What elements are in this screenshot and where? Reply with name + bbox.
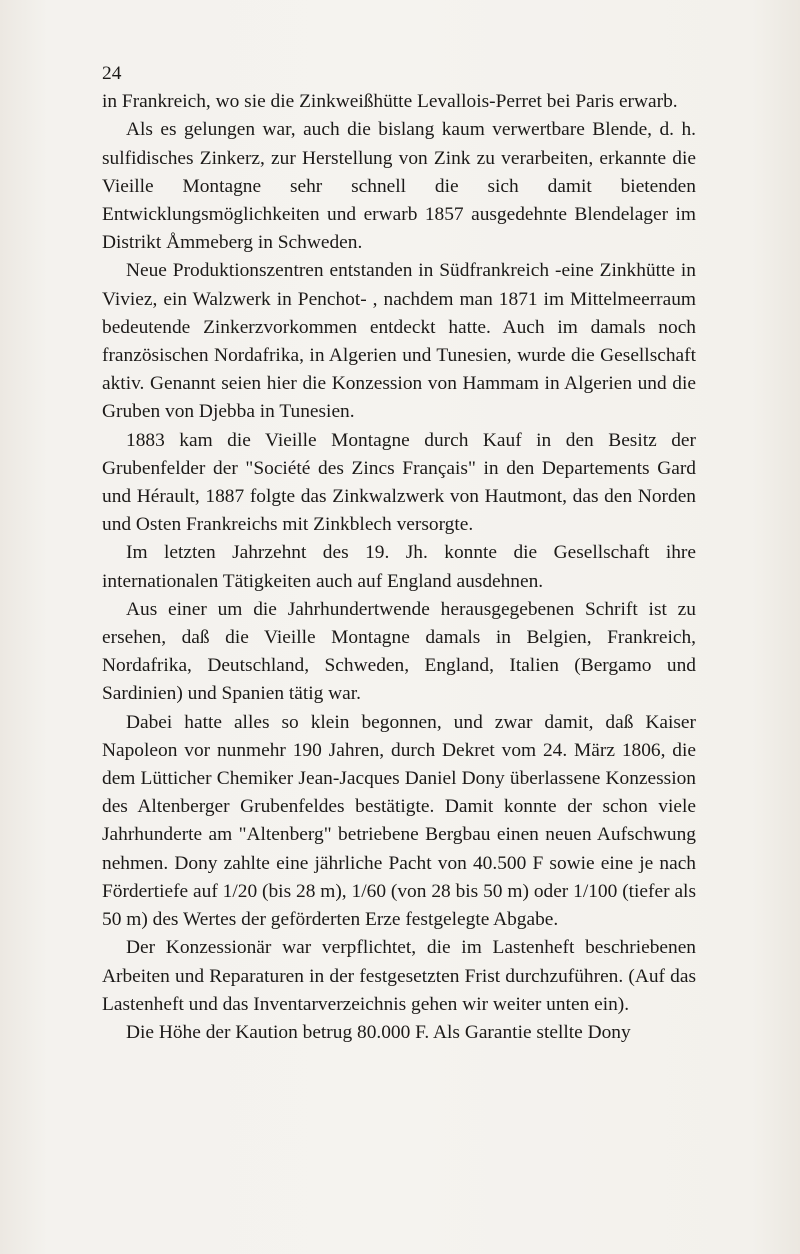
paragraph-production-centers: Neue Produktionszentren entstanden in Südfrankreich -eine Zinkhütte in Viviez, ein Walzwerk in Penchot- , nachdem man 1871 im Mittelmeerraum bedeutende Zinkerzvorkommen entdeckt hatte. Auch im damals noch französischen Nordafrika, in Algerien und Tunesien, wurde die Gesellschaft aktiv. Genannt seien hier die Konzession von Hammam in Algerien und die Gruben von Djebba in Tunesien. xyxy=(102,260,696,423)
paragraph-napoleon: Dabei hatte alles so klein begonnen, und zwar damit, daß Kaiser Napoleon vor nunmehr 190 Jahren, durch Dekret vom 24. März 1806, die dem Lütticher Chemiker Jean-Jacques Daniel Dony überlassene Konzession des Altenberger Grubenfeldes bestätigte. Damit konnte der schon viele Jahrhunderte am "Altenberg" betriebene Bergbau einen neuen Aufschwung nehmen. Dony zahlte eine jährliche Pacht von 40.500 F sowie eine je nach Fördertiefe auf 1/20 (bis 28 m), 1/60 (von 28 bis 50 m) oder 1/100 (tiefer als 50 m) des Wertes der geförderten Erze festgelegte Abgabe. xyxy=(102,711,696,931)
page-number: 24 xyxy=(102,63,122,84)
paragraph-concessionaire: Der Konzessionär war verpflichtet, die im Lastenheft beschriebenen Arbeiten und Reparaturen in der festgesetzten Frist durchzuführen. (Auf das Lastenheft und das Inventarverzeichnis gehen wir weiter unten ein). xyxy=(102,937,696,1015)
body-text xyxy=(102,60,696,1047)
paragraph-continuation: in Frankreich, wo sie die Zinkweißhütte Levallois-Perret bei Paris erwarb. xyxy=(102,91,678,113)
paragraph-blende: Als es gelungen war, auch die bislang kaum verwertbare Blende, d. h. sulfidisches Zinkerz, zur Herstellung von Zink zu verarbeiten, erkannte die Vieille Montagne sehr schnell die sich damit bietenden Entwicklungsmöglichkeiten und erwarb 1857 ausgedehnte Blendelager im Distrikt Åmmeberg in Schweden. xyxy=(102,119,696,254)
paragraph-england: Im letzten Jahrzehnt des 19. Jh. konnte die Gesellschaft ihre internationalen Tätigkeiten auch auf England ausdehnen. xyxy=(102,542,696,592)
paragraph-1883: 1883 kam die Vieille Montagne durch Kauf in den Besitz der Grubenfelder der "Société des Zincs Français" in den Departements Gard und Hérault, 1887 folgte das Zinkwalzwerk von Hautmont, das den Norden und Osten Frankreichs mit Zinkblech versorgte. xyxy=(102,429,696,536)
paragraph-deposit: Die Höhe der Kaution betrug 80.000 F. Als Garantie stellte Dony xyxy=(126,1021,631,1043)
paragraph-countries: Aus einer um die Jahrhundertwende herausgegebenen Schrift ist zu ersehen, daß die Vieille Montagne damals in Belgien, Frankreich, Nordafrika, Deutschland, Schweden, England, Italien (Bergamo und Sardinien) und Spanien tätig war. xyxy=(102,598,696,705)
